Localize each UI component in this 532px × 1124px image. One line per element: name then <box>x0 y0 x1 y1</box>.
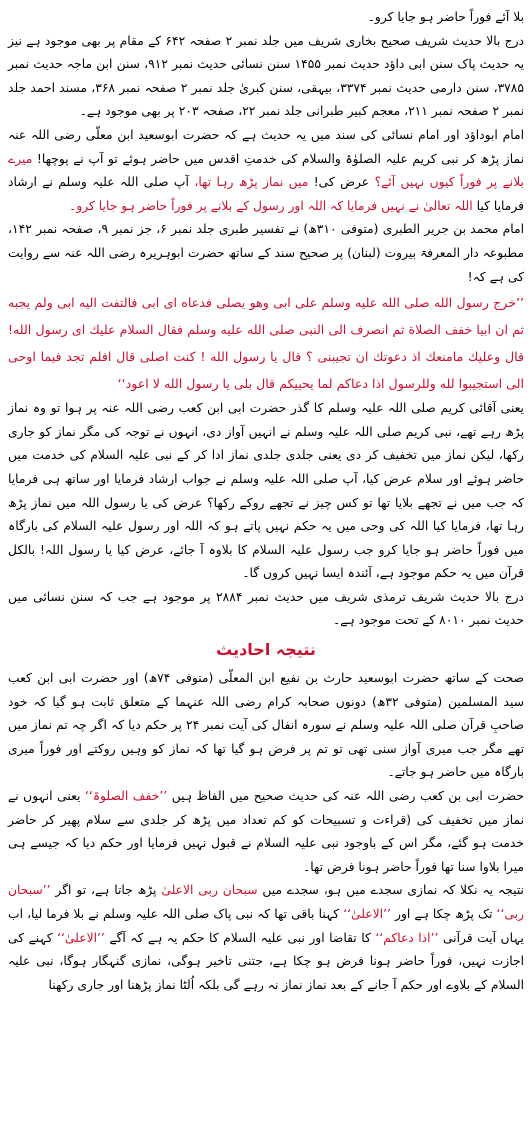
final-t2: پڑھ جاتا ہے، تو اگر <box>55 883 157 898</box>
final-r2: ’’سبحان ربی‘‘ <box>8 883 524 921</box>
story-text-2: آپ صلی اللہ علیہ وسلم نے ارشاد فرمایا کیا <box>8 175 524 213</box>
final-r5: ’’الاعلیٰ‘‘ <box>57 930 105 945</box>
intro-line: بلا آئے فوراً حاضر ہو جایا کرو۔ <box>367 10 524 24</box>
ubayy-red-phrase: ’’خفف الصلوۃ‘‘ <box>85 789 168 804</box>
section-heading: نتیجہ احادیث <box>216 640 316 660</box>
ubayy-text-2: یعنی انہوں نے نماز میں تخفیف کی (قراءت و تسبیحات کو کم تعداد میں پڑھ کر جلدی سے سلام پھیر کر حاضر خدمت ہو گئے، مگر اس کے باوجود نبی علیہ السلام نے قبول نہیں فرمایا اور حکم دیا کہ جیسے ہی میرا بلاوا سنا تھا فوراً حاضر ہونا فرض تھا۔ <box>8 789 524 874</box>
result-paragraph: صحت کے ساتھ حضرت ابوسعید حارث بن نفیع ابن المعلّی (متوفی ۷۴ھ) اور حضرت ابی ابن کعب سید المسلمین (متوفی ۳۲ھ) دونوں صحابہ کرام رضی اللہ عنہما کے متعلق ثابت ہو گیا کہ خود صاحبِ قرآن صلی اللہ علیہ وسلم نے سورہ انفال کی آیت نمبر ۲۴ پر حکم دیا کہ اگر چہ تم نماز میں تھے مگر جب میری آواز سنی تھی تو تم پر فرض ہو گیا تھا کہ نماز کو وہیں روکتے اور فوراً میری بارگاہ میں حاضر ہو جاتے۔ <box>8 671 525 780</box>
final-t3: تک پڑھ چکا ہے اور <box>395 907 493 921</box>
references-paragraph: درج بالا حدیث شریف صحیح بخاری شریف میں جلد نمبر ۲ صفحہ ۶۴۲ کے مقام پر بھی موجود ہے نیز یہ حدیث پاک سنن ابی داؤد حدیث نمبر ۱۴۵۵ سنن نسائی حدیث نمبر ۹۱۲، سنن ابن ماجہ حدیث نمبر ۳۷۸۵، سنن دارمی حدیث نمبر ۳۳۷۴، بیہقی، سنن کبریٰ جلد نمبر ۲ صفحہ نمبر ۳۶۸، مسند احمد جلد نمبر ۲ صفحہ نمبر ۲۱۱، معجم کبیر طبرانی جلد نمبر ۲۲، صفحہ ۲۰۳ پر بھی موجود ہے۔ <box>8 33 525 119</box>
final-t4: کہنا باقی تھا کہ نبی پاک صلی اللہ علیہ وسلم نے بلا فرما لیا، اب یہاں آیت قرآنی <box>8 907 524 945</box>
final-r4: ’’اذا دعاکم‘‘ <box>375 930 439 945</box>
story-red-answer: میں نماز پڑھ رہا تھا، <box>194 175 309 190</box>
tabari-paragraph: امام محمد بن جریر الطبری (متوفی ۳۱۰ھ) نے تفسیر طبری جلد نمبر ۶، جز نمبر ۹، صفحہ نمبر ۱۴۲، مطبوعہ دار المعرفۃ بیروت (لبنان) پر صحیح سند کے ساتھ حضرت ابوہریرہ رضی اللہ عنہ سے روایت کی ہے کہ! <box>8 222 524 284</box>
tirmidhi-paragraph: درج بالا حدیث شریف ترمذی شریف میں حدیث نمبر ۲۸۸۴ پر موجود ہے جب کہ سنن نسائی میں حدیث نمبر ۸۰۱۰ کے تحت موجود ہے۔ <box>8 589 524 628</box>
story-red-question: میرے بلانے پر فوراً کیوں نہیں آئے؟ <box>8 151 524 190</box>
ubayy-text: حضرت ابی بن کعب رضی اللہ عنہ کی حدیث صحیح میں الفاظ ہیں <box>171 789 524 804</box>
arabic-hadith-quote: ’’خرج رسول الله صلى الله عليه وسلم على ابى وهو يصلى فدعاه اى ابى فالتفت اليه ابى ولم يجبه ثم ان ابيا خفف الصلاة ثم انصرف الى النبى صلى الله عليه وسلم فقال السلام عليك اى رسول الله! قال وعليك مامنعك اذ دعوتك ان تجيبنى ؟ قال يا رسول الله ! كنت اصلى قال افلم تجد فيما اوحى الى استجيبوا لله وللرسول اذا دعاكم لما يحييكم قال بلى يا رسول الله لا اعود‘‘ <box>8 295 524 392</box>
story-red-command: اللہ تعالیٰ نے نہیں فرمایا کہ اللہ اور رسول کے بلانے پر فوراً حاضر ہو جایا کرو۔ <box>69 198 473 213</box>
final-t1: نتیجہ یہ نکلا کہ نمازی سجدے میں ہو، سجدے میں <box>262 883 524 898</box>
story-mid: عرض کی! <box>313 175 370 190</box>
ubayy-paragraph <box>8 785 524 879</box>
story-text: امام ابوداؤد اور امام نسائی کی سند میں یہ حدیث ہے کہ حضرت ابوسعید ابن معلّی رضی اللہ عنہ نماز پڑھ کر نبی کریم علیہ الصلوٰۃ والسلام کی خدمتِ اقدس میں حاضر ہوئے تو آپ نے پوچھا! <box>8 127 524 166</box>
final-paragraph <box>8 879 524 997</box>
final-t6: کہنے کی اجازت نہیں، فوراً حاضر ہونا فرض ہو چکا ہے، جتنی تاخیر ہوگی، نمازی گنہگار ہوگا، نبی علیہ السلام کے بلاوے اور حکم آ جانے کے بعد نماز نماز نہ رہے گی بلکہ اُلٹا نماز پڑھنا اور جاری رکھنا <box>8 930 524 992</box>
translation-paragraph: یعنی آقائی کریم صلی اللہ علیہ وسلم کا گذر حضرت ابی ابن کعب رضی اللہ عنہ پر ہوا تو وہ نماز پڑھ رہے تھے، نبی کریم صلی اللہ علیہ وسلم نے انہیں آواز دی، انہوں نے توجہ کی مگر نماز کو جاری رکھا، لیکن نماز میں تخفیف کر دی یعنی جلدی جلدی نماز ادا کر کے نبی علیہ السلام کی خدمت میں حاضر ہوئے اور سلام عرض کیا، آپ صلی اللہ علیہ وسلم نے جواب ارشاد فرمایا اور ساتھ ہی فرمایا کہ جب میں نے تجھے بلایا تھا تو کس چیز نے تجھے روکے رکھا؟ عرض کی یا رسول اللہ میں نماز پڑھ رہا تھا، فرمایا کیا اللہ کی وحی میں یہ حکم نہیں پاتے ہو کہ اللہ اور رسول علیہ السلام کی بارگاہ میں فوراً حاضر ہو جایا کرو جب رسول علیہ السلام کا بلاوہ آ جائے، عرض کیا یا رسول اللہ! بالکل قرآن میں یہ حکم موجود ہے، آئندہ ایسا نہیں کروں گا۔ <box>8 401 524 581</box>
final-r1: سبحان ربی الاعلیٰ <box>161 883 258 898</box>
story-paragraph <box>8 124 524 218</box>
final-t5: کا تقاضا اور نبی علیہ السلام کا حکم یہ ہے کہ آگے <box>109 930 371 945</box>
final-r3: ’’الاعلیٰ‘‘ <box>343 907 391 921</box>
